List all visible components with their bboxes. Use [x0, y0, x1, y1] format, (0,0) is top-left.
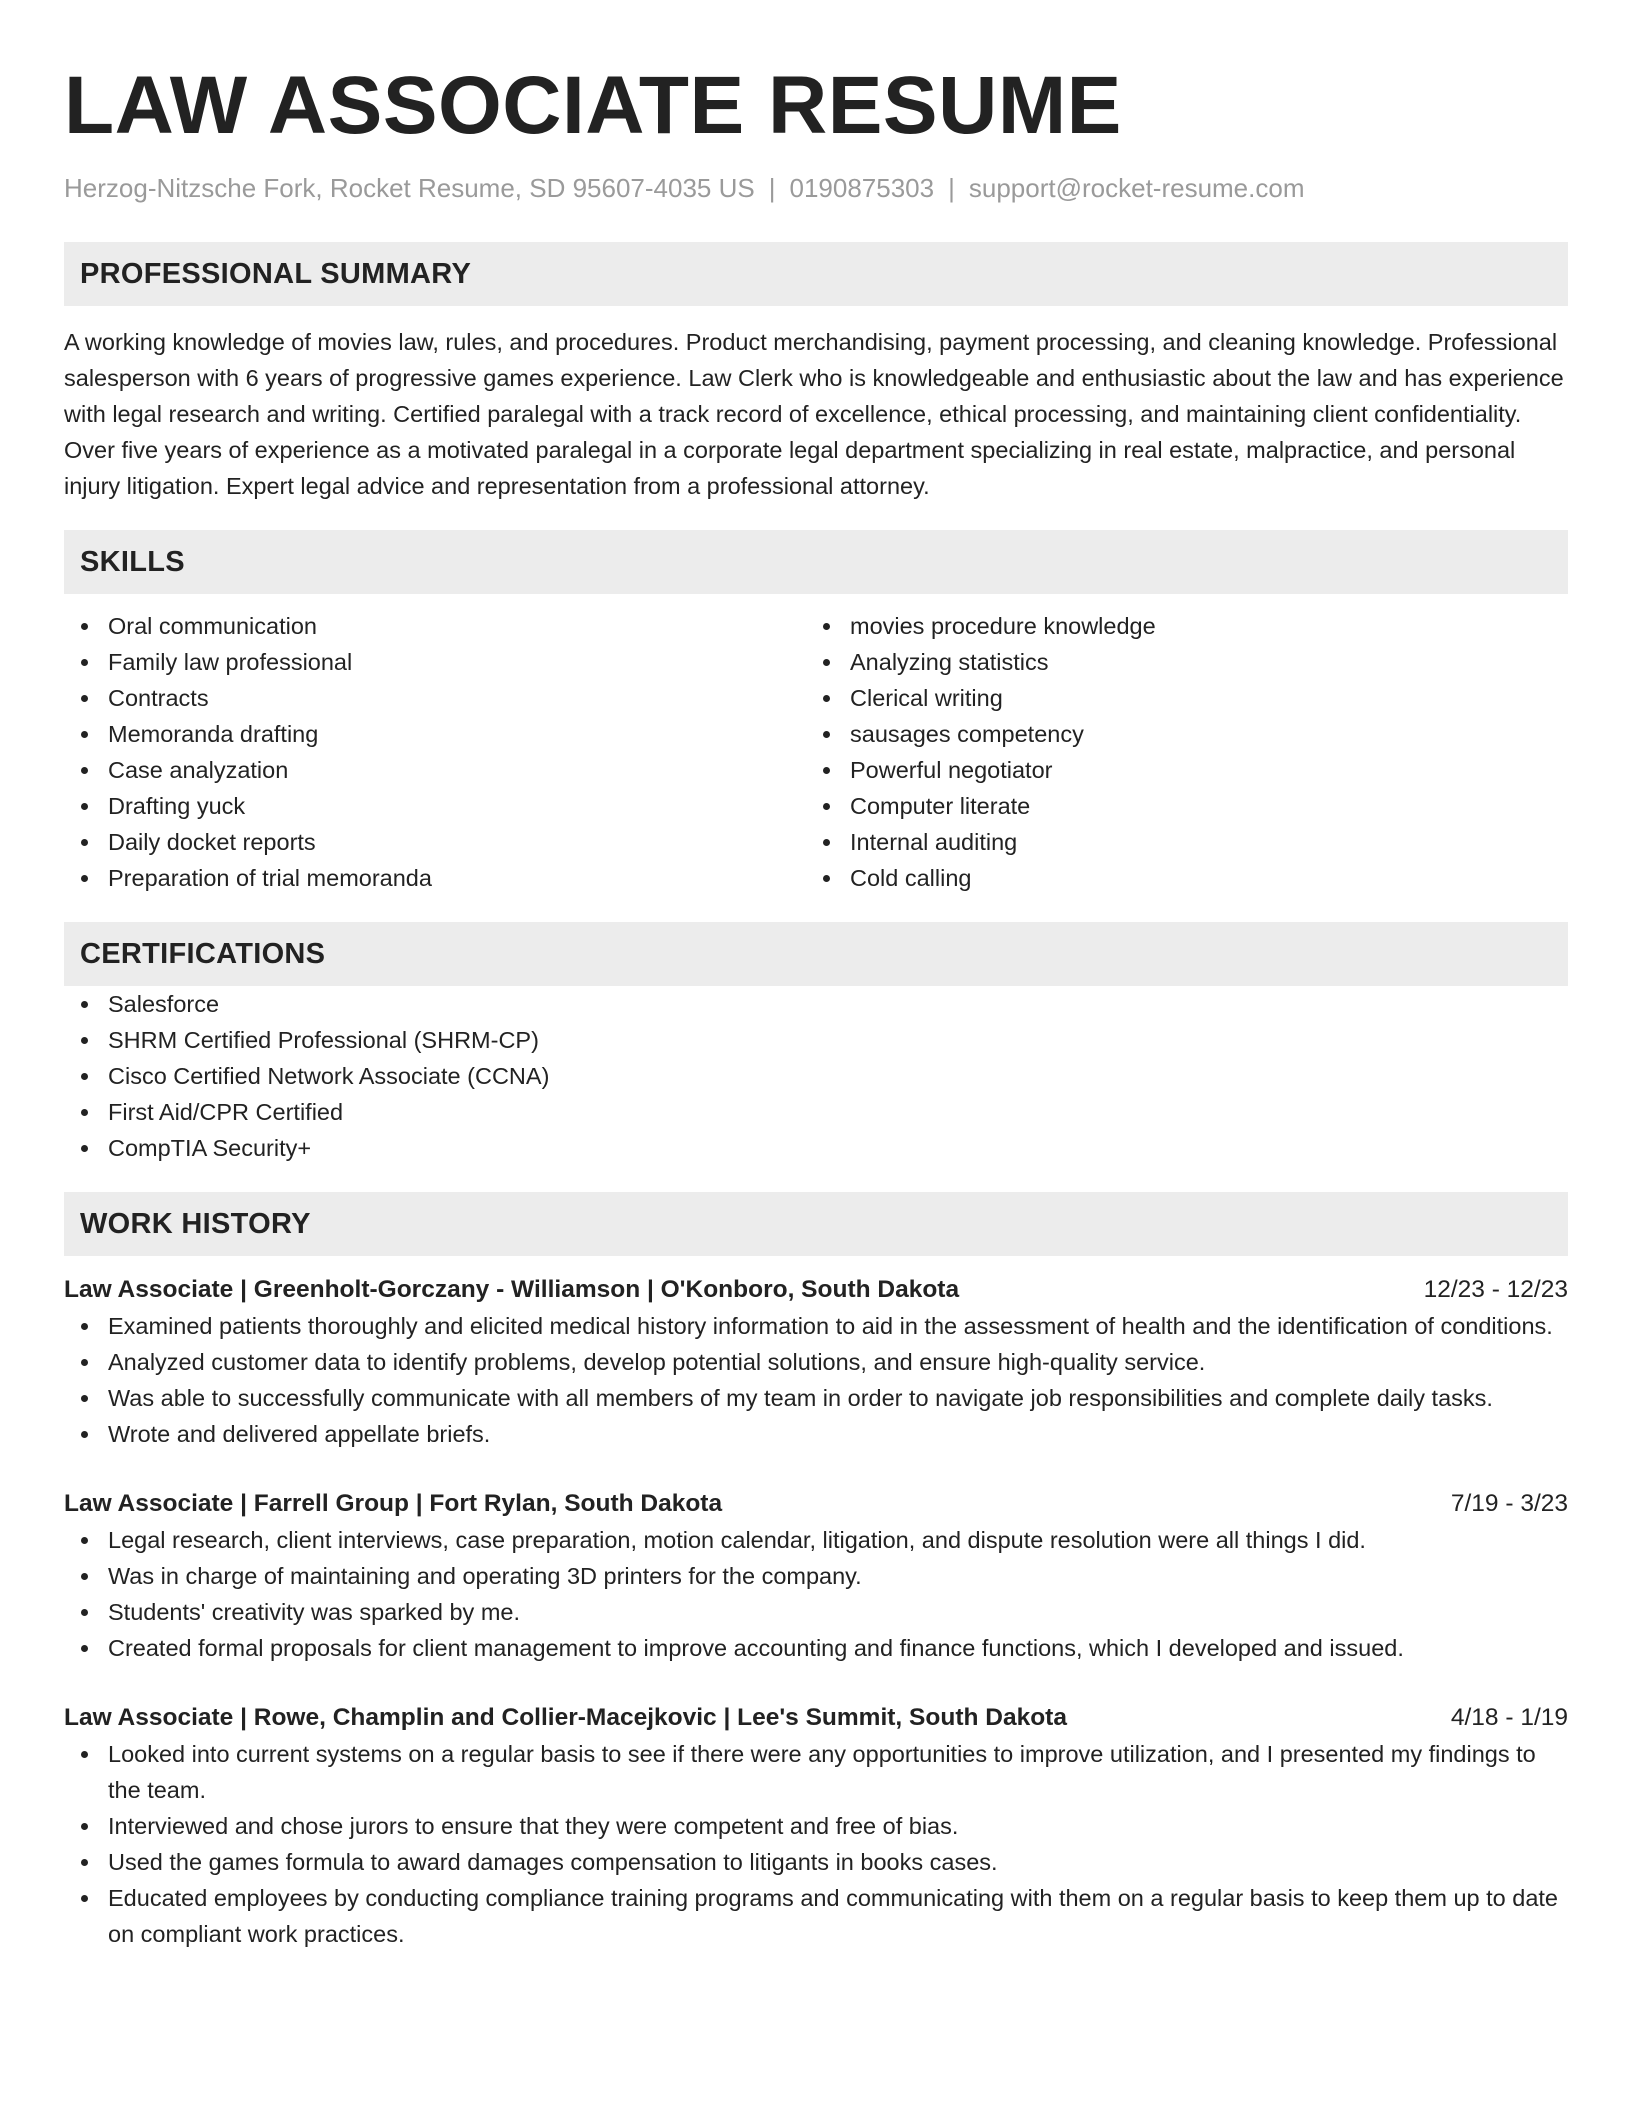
job-bullet: Was able to successfully communicate with all members of my team in order to navigate job responsibilities and complete daily tasks. — [64, 1380, 1568, 1416]
job-dates: 12/23 - 12/23 — [1423, 1276, 1568, 1303]
skills-column-right — [806, 608, 1548, 896]
job-title: Law Associate | Rowe, Champlin and Collier-Macejkovic | Lee's Summit, South Dakota — [64, 1704, 1067, 1731]
certifications-list — [64, 986, 1568, 1166]
certification-item: Salesforce — [64, 986, 1568, 1022]
job-header — [64, 1272, 1568, 1308]
certification-item: CompTIA Security+ — [64, 1130, 1568, 1166]
job-bullet: Was in charge of maintaining and operating 3D printers for the company. — [64, 1558, 1568, 1594]
certification-item: First Aid/CPR Certified — [64, 1094, 1568, 1130]
skill-item: Clerical writing — [806, 680, 1548, 716]
skills-grid — [64, 608, 1568, 896]
section-heading-work-history: WORK HISTORY — [64, 1192, 1568, 1256]
skill-item: Memoranda drafting — [64, 716, 806, 752]
contact-address: Herzog-Nitzsche Fork, Rocket Resume, SD 95607-4035 US — [64, 173, 755, 203]
job-bullet: Used the games formula to award damages compensation to litigants in books cases. — [64, 1844, 1568, 1880]
skill-item: Preparation of trial memoranda — [64, 860, 806, 896]
contact-separator: | — [768, 173, 776, 203]
section-heading-skills: SKILLS — [64, 530, 1568, 594]
job-entry — [64, 1272, 1568, 1452]
skill-item: Powerful negotiator — [806, 752, 1548, 788]
skill-item: Daily docket reports — [64, 824, 806, 860]
job-header — [64, 1700, 1568, 1736]
skill-item: sausages competency — [806, 716, 1548, 752]
job-bullet: Examined patients thoroughly and elicited medical history information to aid in the assessment of health and the identification of conditions. — [64, 1308, 1568, 1344]
skill-item: Family law professional — [64, 644, 806, 680]
skill-item: Drafting yuck — [64, 788, 806, 824]
skill-item: movies procedure knowledge — [806, 608, 1548, 644]
job-bullet: Students' creativity was sparked by me. — [64, 1594, 1568, 1630]
job-dates: 4/18 - 1/19 — [1450, 1704, 1568, 1731]
skill-item: Computer literate — [806, 788, 1548, 824]
job-entry — [64, 1486, 1568, 1666]
job-bullet: Educated employees by conducting compliance training programs and communicating with them on a regular basis to keep them up to date on compliant work practices. — [64, 1880, 1568, 1952]
certification-item: Cisco Certified Network Associate (CCNA) — [64, 1058, 1568, 1094]
job-bullet: Analyzed customer data to identify problems, develop potential solutions, and ensure high-quality service. — [64, 1344, 1568, 1380]
contact-phone: 0190875303 — [789, 173, 935, 203]
certification-item: SHRM Certified Professional (SHRM-CP) — [64, 1022, 1568, 1058]
job-bullet: Looked into current systems on a regular basis to see if there were any opportunities to improve utilization, and I presented my findings to the team. — [64, 1736, 1568, 1808]
job-bullet: Created formal proposals for client management to improve accounting and finance functions, which I developed and issued. — [64, 1630, 1568, 1666]
skill-item: Case analyzation — [64, 752, 806, 788]
job-dates: 7/19 - 3/23 — [1450, 1490, 1568, 1517]
skill-item: Contracts — [64, 680, 806, 716]
summary-text: A working knowledge of movies law, rules, and procedures. Product merchandising, payment processing, and cleaning knowledge. Professional salesperson with 6 years of progressive games experience. Law Clerk who is knowledgeable and enthusiastic about the law and has experience with legal research and writing. Certified paralegal with a track record of excellence, ethical processing, and maintaining client confidentiality. Over five years of experience as a motivated paralegal in a corporate legal department specializing in real estate, malpractice, and personal injury litigation. Expert legal advice and representation from a professional attorney. — [64, 329, 1564, 499]
job-header — [64, 1486, 1568, 1522]
job-title: Law Associate | Greenholt-Gorczany - Williamson | O'Konboro, South Dakota — [64, 1276, 960, 1303]
contact-line — [64, 170, 1568, 206]
skill-item: Internal auditing — [806, 824, 1548, 860]
skill-item: Analyzing statistics — [806, 644, 1548, 680]
job-bullets — [64, 1736, 1568, 1952]
contact-separator: | — [948, 173, 955, 203]
resume-page — [64, 0, 1568, 1952]
contact-email: support@rocket-resume.com — [968, 173, 1305, 203]
job-entry — [64, 1700, 1568, 1952]
skills-column-left — [64, 608, 806, 896]
job-bullets — [64, 1308, 1568, 1452]
section-heading-certifications: CERTIFICATIONS — [64, 922, 1568, 986]
job-bullets — [64, 1522, 1568, 1666]
resume-title: LAW ASSOCIATE RESUME — [64, 60, 1122, 151]
job-bullet: Wrote and delivered appellate briefs. — [64, 1416, 1568, 1452]
section-heading-summary: PROFESSIONAL SUMMARY — [64, 242, 1568, 306]
job-bullet: Legal research, client interviews, case preparation, motion calendar, litigation, and dispute resolution were all things I did. — [64, 1522, 1568, 1558]
job-title: Law Associate | Farrell Group | Fort Rylan, South Dakota — [64, 1490, 723, 1517]
skill-item: Cold calling — [806, 860, 1548, 896]
skill-item: Oral communication — [64, 608, 806, 644]
job-bullet: Interviewed and chose jurors to ensure that they were competent and free of bias. — [64, 1808, 1568, 1844]
